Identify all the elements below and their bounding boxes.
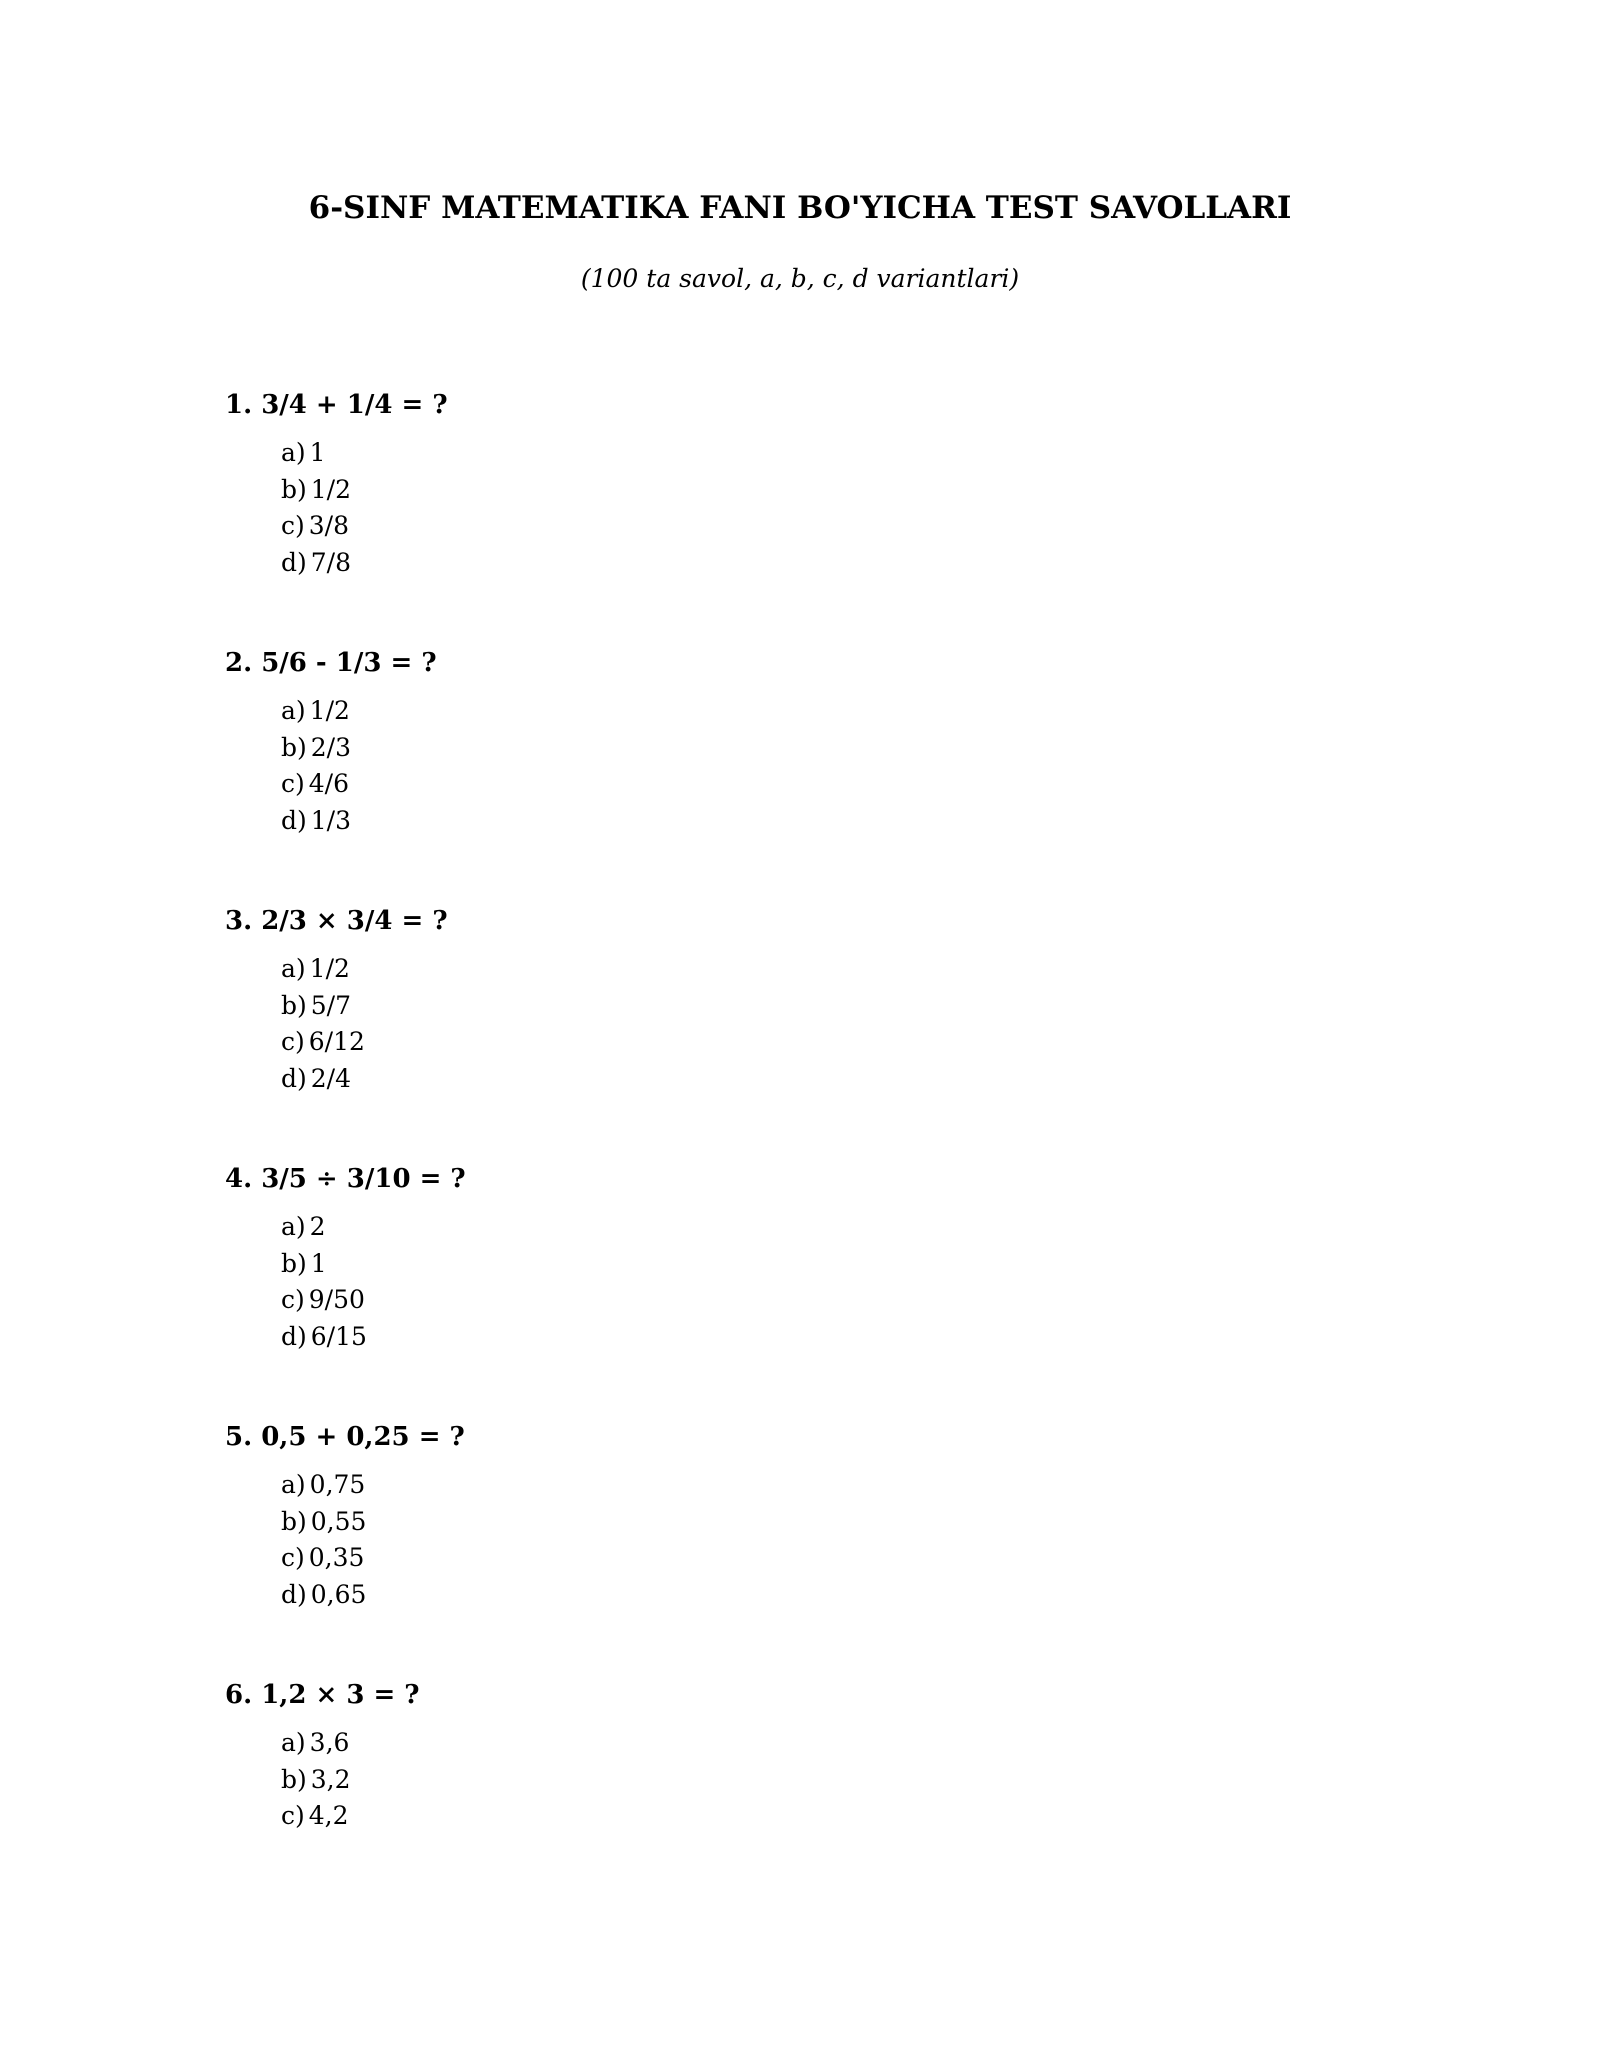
answer-option xyxy=(281,730,1425,767)
option-letter: d) xyxy=(281,1063,307,1093)
option-letter: c) xyxy=(281,769,305,798)
option-letter: a) xyxy=(281,438,306,467)
option-letter: b) xyxy=(281,990,307,1020)
option-value: 2/3 xyxy=(310,732,351,762)
option-letter: b) xyxy=(281,1248,307,1278)
option-value: 1/2 xyxy=(310,474,351,504)
option-letter: c) xyxy=(281,1285,305,1314)
option-letter: b) xyxy=(281,474,307,504)
answer-option xyxy=(281,1467,1425,1504)
option-letter: c) xyxy=(281,1027,305,1056)
page-title: 6-SINF MATEMATIKA FANI BO'YICHA TEST SAVOLLARI xyxy=(308,190,1292,226)
question-text: 3. 2/3 × 3/4 = ? xyxy=(225,906,448,936)
answer-option xyxy=(281,1540,1425,1577)
answer-options xyxy=(225,951,1425,1097)
answer-options xyxy=(225,435,1425,581)
option-value: 2/4 xyxy=(310,1063,351,1093)
question-text: 1. 3/4 + 1/4 = ? xyxy=(225,390,448,420)
option-value: 3,2 xyxy=(310,1764,351,1794)
answer-options xyxy=(225,693,1425,839)
question-text: 2. 5/6 - 1/3 = ? xyxy=(225,648,437,678)
page-subtitle: (100 ta savol, a, b, c, d variantlari) xyxy=(580,264,1020,293)
option-value: 0,75 xyxy=(309,1470,366,1499)
option-value: 0,55 xyxy=(310,1506,367,1536)
option-letter: a) xyxy=(281,954,306,983)
option-letter: d) xyxy=(281,1321,307,1351)
answer-option xyxy=(281,1282,1425,1319)
answer-options xyxy=(225,1467,1425,1613)
option-letter: c) xyxy=(281,1801,305,1830)
option-value: 3,6 xyxy=(309,1728,350,1757)
option-letter: c) xyxy=(281,1543,305,1572)
answer-option xyxy=(281,988,1425,1025)
answer-option xyxy=(281,1725,1425,1762)
answer-option xyxy=(281,1061,1425,1098)
answer-option xyxy=(281,693,1425,730)
option-letter: b) xyxy=(281,732,307,762)
question-block xyxy=(225,646,1425,904)
answer-options xyxy=(225,1725,1425,1835)
option-value: 1/2 xyxy=(309,696,350,725)
answer-option xyxy=(281,1246,1425,1283)
option-value: 1/3 xyxy=(310,805,351,835)
option-value: 7/8 xyxy=(310,547,351,577)
option-letter: a) xyxy=(281,696,306,725)
answer-options xyxy=(225,1209,1425,1355)
question-block xyxy=(225,1162,1425,1420)
question-list xyxy=(225,388,1425,1936)
option-value: 1/2 xyxy=(309,954,350,983)
option-value: 6/15 xyxy=(310,1321,367,1351)
option-value: 0,65 xyxy=(310,1579,367,1609)
option-letter: d) xyxy=(281,805,307,835)
answer-option xyxy=(281,1024,1425,1061)
question-block xyxy=(225,1420,1425,1678)
option-value: 4,2 xyxy=(308,1801,349,1830)
option-letter: b) xyxy=(281,1506,307,1536)
option-letter: d) xyxy=(281,1579,307,1609)
answer-option xyxy=(281,1577,1425,1614)
question-text: 4. 3/5 ÷ 3/10 = ? xyxy=(225,1164,466,1194)
option-value: 1 xyxy=(309,438,326,467)
question-block xyxy=(225,904,1425,1162)
option-letter: a) xyxy=(281,1470,306,1499)
answer-option xyxy=(281,472,1425,509)
option-letter: a) xyxy=(281,1212,306,1241)
question-text: 5. 0,5 + 0,25 = ? xyxy=(225,1422,465,1452)
option-value: 2 xyxy=(309,1212,326,1241)
option-value: 6/12 xyxy=(308,1027,365,1056)
option-letter: b) xyxy=(281,1764,307,1794)
answer-option xyxy=(281,1209,1425,1246)
option-value: 5/7 xyxy=(310,990,351,1020)
answer-option xyxy=(281,951,1425,988)
answer-option xyxy=(281,1762,1425,1799)
option-value: 1 xyxy=(310,1248,327,1278)
option-letter: d) xyxy=(281,547,307,577)
answer-option xyxy=(281,1319,1425,1356)
question-block xyxy=(225,1678,1425,1936)
question-block xyxy=(225,388,1425,646)
answer-option xyxy=(281,508,1425,545)
question-text: 6. 1,2 × 3 = ? xyxy=(225,1680,420,1710)
option-value: 9/50 xyxy=(308,1285,365,1314)
option-letter: c) xyxy=(281,511,305,540)
option-value: 3/8 xyxy=(308,511,349,540)
answer-option xyxy=(281,435,1425,472)
answer-option xyxy=(281,766,1425,803)
answer-option xyxy=(281,545,1425,582)
option-value: 0,35 xyxy=(308,1543,365,1572)
option-value: 4/6 xyxy=(308,769,349,798)
option-letter: a) xyxy=(281,1728,306,1757)
answer-option xyxy=(281,803,1425,840)
answer-option xyxy=(281,1798,1425,1835)
answer-option xyxy=(281,1504,1425,1541)
